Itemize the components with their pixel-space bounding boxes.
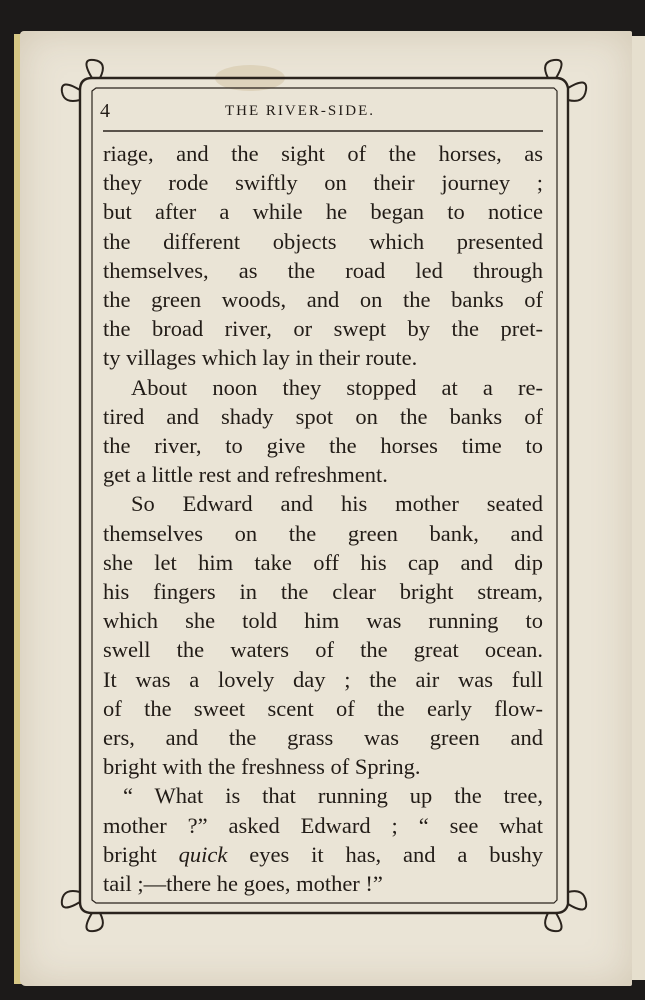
text-line: mother ?” asked Edward ; “ see what [103, 812, 543, 838]
text-line: themselves, as the road led through [103, 257, 543, 283]
text-line: which she told him was running to [103, 608, 543, 634]
text-line: the river, to give the horses time to [103, 433, 543, 459]
text-line-with-italic [103, 840, 543, 869]
text-line: tired and shady spot on the banks of [103, 403, 543, 429]
text-line: but after a while he began to notice [103, 199, 543, 225]
text-line: the broad river, or swept by the pret- [103, 316, 543, 342]
text-line: they rode swiftly on their journey ; [103, 170, 543, 196]
text-fragment: bright [103, 841, 179, 867]
text-line: ty villages which lay in their route. [103, 345, 418, 371]
text-line: bright with the freshness of Spring. [103, 754, 421, 780]
text-line: the green woods, and on the banks of [103, 287, 543, 313]
text-line: his fingers in the clear bright stream, [103, 579, 543, 605]
page-title: THE RIVER-SIDE. [225, 103, 375, 119]
text-line: tail ;—there he goes, mother !” [103, 871, 383, 897]
text-line: About noon they stopped at a re- [131, 374, 543, 400]
italic-word: quick [178, 841, 228, 867]
text-line: swell the waters of the great ocean. [103, 637, 543, 663]
text-line: the different objects which presented [103, 228, 543, 254]
text-line: It was a lovely day ; the air was full [103, 666, 543, 692]
running-head [100, 100, 550, 130]
text-line: riage, and the sight of the horses, as [103, 141, 543, 166]
text-line: she let him take off his cap and dip [103, 549, 543, 575]
text-line: So Edward and his mother seated [131, 491, 543, 517]
text-fragment: eyes it has, and a bushy [227, 841, 543, 867]
text-line: themselves on the green bank, and [103, 520, 543, 546]
text-line: ers, and the grass was green and [103, 725, 543, 751]
text-line: of the sweet scent of the early flow- [103, 695, 543, 721]
body-text [103, 139, 543, 898]
text-line: “ What is that running up the tree, [123, 783, 543, 809]
text-line: get a little rest and refreshment. [103, 462, 388, 488]
page-number: 4 [100, 100, 110, 122]
